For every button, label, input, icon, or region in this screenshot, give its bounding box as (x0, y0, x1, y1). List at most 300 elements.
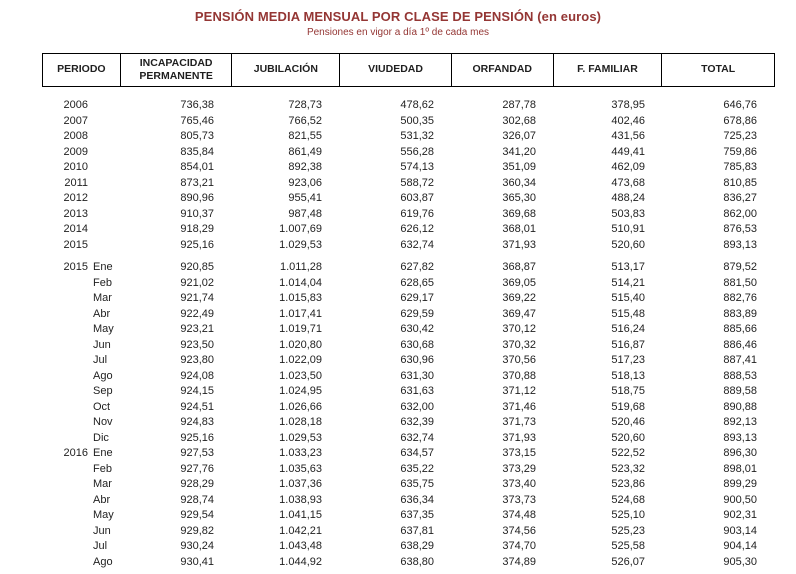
value-cell: 365,30 (502, 192, 536, 204)
value-cell: 900,50 (723, 493, 757, 506)
value-cell: 370,56 (502, 354, 536, 366)
table-row (42, 415, 775, 431)
value-cell: 373,29 (502, 462, 536, 475)
period-month: Ene (93, 261, 113, 273)
value-cell: 503,83 (611, 207, 645, 220)
period-year: 2012 (63, 192, 88, 204)
value-cell: 888,53 (723, 369, 757, 382)
value-cell: 835,84 (180, 145, 214, 158)
value-cell: 638,80 (400, 555, 434, 568)
period-cell (42, 431, 120, 447)
period-year (42, 369, 88, 385)
period-cell (42, 191, 120, 207)
period-cell (42, 415, 120, 431)
value-cell: 488,24 (611, 192, 645, 204)
table-row (42, 524, 775, 540)
value-cell: 517,23 (611, 354, 645, 366)
value-cell: 879,52 (723, 261, 757, 273)
value-cell: 883,89 (723, 307, 757, 320)
period-cell (42, 176, 120, 192)
table-row (42, 322, 775, 338)
value-cell: 619,76 (400, 207, 434, 220)
value-cell: 862,00 (723, 207, 757, 220)
table-row (42, 145, 775, 161)
value-cell: 873,21 (180, 176, 214, 189)
period-year (42, 400, 88, 416)
table-row (42, 508, 775, 524)
period-cell (42, 276, 120, 292)
value-cell: 925,16 (180, 238, 214, 251)
value-cell: 903,14 (723, 524, 757, 537)
period-cell (42, 260, 120, 276)
value-cell: 520,60 (611, 431, 645, 444)
value-cell: 930,24 (180, 540, 214, 552)
value-cell: 603,87 (400, 192, 434, 204)
value-cell: 515,48 (611, 307, 645, 320)
value-cell: 574,13 (400, 161, 434, 173)
value-cell: 805,73 (180, 130, 214, 142)
value-cell: 630,42 (400, 323, 434, 335)
value-cell: 370,12 (502, 323, 536, 335)
value-cell: 987,48 (288, 207, 322, 220)
period-cell (42, 160, 120, 176)
value-cell: 374,48 (502, 509, 536, 521)
value-cell: 930,41 (180, 555, 214, 568)
period-month: Abr (93, 307, 111, 320)
value-cell: 370,32 (502, 338, 536, 351)
value-cell: 955,41 (288, 192, 322, 204)
value-cell: 369,68 (502, 207, 536, 220)
period-year (42, 539, 88, 555)
value-cell: 302,68 (502, 114, 536, 127)
value-cell: 1.035,63 (279, 462, 322, 475)
value-cell: 921,74 (180, 292, 214, 304)
value-cell: 371,12 (502, 385, 536, 397)
period-year (42, 338, 88, 354)
column-header-viudedad: VIUDEDAD (340, 54, 452, 86)
value-cell: 1.033,23 (279, 447, 322, 459)
period-year (42, 353, 88, 369)
period-year: 2008 (63, 130, 88, 142)
value-cell: 531,32 (400, 130, 434, 142)
table-row (42, 477, 775, 493)
value-cell: 1.041,15 (279, 509, 322, 521)
page-subtitle: Pensiones en vigor a día 1º de cada mes (306, 27, 490, 38)
period-cell (42, 493, 120, 509)
value-cell: 373,40 (502, 478, 536, 490)
value-cell: 523,32 (611, 462, 645, 475)
value-cell: 927,76 (180, 462, 214, 475)
period-cell (42, 129, 120, 145)
value-cell: 368,87 (502, 261, 536, 273)
value-cell: 634,57 (400, 447, 434, 459)
value-cell: 402,46 (611, 114, 645, 127)
value-cell: 923,50 (180, 338, 214, 351)
value-cell: 462,09 (611, 161, 645, 173)
value-cell: 892,13 (723, 416, 757, 428)
table-row (42, 431, 775, 447)
period-month: Abr (93, 493, 111, 506)
table-row (42, 114, 775, 130)
value-cell: 1.038,93 (279, 493, 322, 506)
table-body (42, 98, 775, 570)
value-cell: 326,07 (502, 130, 536, 142)
value-cell: 1.026,66 (279, 400, 322, 413)
table-row (42, 446, 775, 462)
period-cell (42, 446, 120, 462)
period-cell (42, 238, 120, 254)
value-cell: 637,35 (400, 509, 434, 521)
value-cell: 1.029,53 (279, 238, 322, 251)
period-year: 2016 (63, 447, 88, 459)
value-cell: 890,96 (180, 192, 214, 204)
value-cell: 371,93 (502, 238, 536, 251)
value-cell: 1.014,04 (279, 276, 322, 289)
value-cell: 1.019,71 (279, 323, 322, 335)
period-cell (42, 222, 120, 238)
value-cell: 526,07 (611, 555, 645, 568)
period-cell (42, 477, 120, 493)
period-month: Oct (93, 400, 111, 413)
value-cell: 373,73 (502, 493, 536, 506)
column-header-orfandad: ORFANDAD (452, 54, 554, 86)
value-cell: 500,35 (400, 114, 434, 127)
period-year: 2011 (64, 176, 88, 189)
value-cell: 525,58 (611, 540, 645, 552)
value-cell: 637,81 (400, 524, 434, 537)
table-row (42, 207, 775, 223)
value-cell: 725,23 (723, 130, 757, 142)
period-cell (42, 400, 120, 416)
value-cell: 898,01 (723, 462, 757, 475)
value-cell: 922,49 (180, 307, 214, 320)
value-cell: 910,37 (180, 207, 214, 220)
value-cell: 632,74 (400, 238, 434, 251)
period-year (42, 291, 88, 307)
value-cell: 431,56 (611, 130, 645, 142)
column-header-jubilacion: JUBILACIÓN (232, 54, 340, 86)
value-cell: 924,15 (180, 385, 214, 397)
value-cell: 369,22 (502, 292, 536, 304)
value-cell: 759,86 (723, 145, 757, 158)
value-cell: 525,10 (611, 509, 645, 521)
value-cell: 638,29 (400, 540, 434, 552)
period-cell (42, 98, 120, 114)
value-cell: 473,68 (611, 176, 645, 189)
table-row (42, 160, 775, 176)
period-year (42, 524, 88, 540)
table-row (42, 291, 775, 307)
value-cell: 632,74 (400, 431, 434, 444)
value-cell: 885,66 (723, 323, 757, 335)
period-year (42, 276, 88, 292)
value-cell: 627,82 (400, 261, 434, 273)
table-row (42, 539, 775, 555)
value-cell: 630,68 (400, 338, 434, 351)
value-cell: 360,34 (502, 176, 536, 189)
value-cell: 630,96 (400, 354, 434, 366)
period-year (42, 384, 88, 400)
period-month: Jun (93, 338, 111, 351)
value-cell: 890,88 (723, 400, 757, 413)
value-cell: 629,59 (400, 307, 434, 320)
column-header-periodo: PERIODO (43, 54, 121, 86)
period-month: Mar (93, 292, 112, 304)
table-row (42, 176, 775, 192)
value-cell: 886,46 (723, 338, 757, 351)
table-row (42, 353, 775, 369)
period-month: Feb (93, 462, 112, 475)
value-cell: 520,60 (611, 238, 645, 251)
value-cell: 635,22 (400, 462, 434, 475)
value-cell: 1.022,09 (279, 354, 322, 366)
value-cell: 1.020,80 (279, 338, 322, 351)
table-row (42, 129, 775, 145)
value-cell: 369,47 (502, 307, 536, 320)
period-year (42, 477, 88, 493)
value-cell: 523,86 (611, 478, 645, 490)
value-cell: 887,41 (723, 354, 757, 366)
value-cell: 514,21 (611, 276, 645, 289)
value-cell: 374,56 (502, 524, 536, 537)
value-cell: 478,62 (400, 99, 434, 111)
value-cell: 1.028,18 (279, 416, 322, 428)
value-cell: 861,49 (288, 145, 322, 158)
value-cell: 736,38 (180, 99, 214, 111)
table-section-mensual (42, 260, 775, 570)
period-year: 2013 (63, 207, 88, 220)
value-cell: 766,52 (288, 114, 322, 127)
column-header-incapacidad-permanente: INCAPACIDAD PERMANENTE (121, 54, 233, 86)
column-header-total: TOTAL (701, 63, 736, 76)
value-cell: 524,68 (611, 493, 645, 506)
table-row (42, 338, 775, 354)
table-section-anual (42, 98, 775, 253)
value-cell: 588,72 (400, 176, 434, 189)
value-cell: 928,29 (180, 478, 214, 490)
period-year (42, 555, 88, 571)
value-cell: 896,30 (723, 447, 757, 459)
period-cell (42, 322, 120, 338)
value-cell: 374,70 (502, 540, 536, 552)
value-cell: 631,63 (400, 385, 434, 397)
period-cell (42, 369, 120, 385)
value-cell: 374,89 (502, 555, 536, 568)
value-cell: 369,05 (502, 276, 536, 289)
value-cell: 929,82 (180, 524, 214, 537)
period-month: Jul (93, 354, 108, 366)
value-cell: 635,75 (400, 478, 434, 490)
period-cell (42, 207, 120, 223)
period-cell (42, 508, 120, 524)
table-row (42, 98, 775, 114)
value-cell: 921,02 (180, 276, 214, 289)
value-cell: 728,73 (288, 99, 322, 111)
value-cell: 626,12 (400, 223, 434, 235)
period-cell (42, 291, 120, 307)
value-cell: 785,83 (723, 161, 757, 173)
period-year (42, 415, 88, 431)
page-title: PENSIÓN MEDIA MENSUAL POR CLASE DE PENSIÓN (en euros) (194, 9, 602, 24)
value-cell: 518,75 (611, 385, 645, 397)
value-cell: 925,16 (180, 431, 214, 444)
value-cell: 449,41 (611, 145, 645, 158)
value-cell: 513,17 (611, 261, 645, 273)
value-cell: 765,46 (180, 114, 214, 127)
value-cell: 889,58 (723, 385, 757, 397)
period-month: Sep (93, 385, 113, 397)
period-year: 2006 (63, 99, 88, 111)
value-cell: 893,13 (723, 238, 757, 251)
value-cell: 904,14 (723, 540, 757, 552)
value-cell: 515,40 (611, 292, 645, 304)
table-row (42, 222, 775, 238)
value-cell: 927,53 (180, 447, 214, 459)
value-cell: 899,29 (723, 478, 757, 490)
value-cell: 522,52 (611, 447, 645, 459)
value-cell: 636,34 (400, 493, 434, 506)
period-month: Dic (93, 431, 109, 444)
value-cell: 920,85 (180, 261, 214, 273)
value-cell: 341,20 (502, 145, 536, 158)
period-month: May (93, 323, 114, 335)
value-cell: 923,21 (180, 323, 214, 335)
table-row (42, 276, 775, 292)
period-year: 2010 (63, 161, 88, 173)
period-year: 2015 (63, 238, 88, 251)
value-cell: 882,76 (723, 292, 757, 304)
value-cell: 892,38 (288, 161, 322, 173)
period-month: May (93, 509, 114, 521)
table-row (42, 260, 775, 276)
value-cell: 629,17 (400, 292, 434, 304)
period-year (42, 508, 88, 524)
value-cell: 1.044,92 (279, 555, 322, 568)
value-cell: 1.023,50 (279, 369, 322, 382)
period-year: 2014 (63, 223, 88, 235)
period-year (42, 307, 88, 323)
period-month: Ago (93, 555, 113, 568)
value-cell: 370,88 (502, 369, 536, 382)
column-header-f-familiar: F. FAMILIAR (554, 54, 663, 86)
value-cell: 1.007,69 (279, 223, 322, 235)
table-header (42, 53, 775, 87)
value-cell: 373,15 (502, 447, 536, 459)
value-cell: 378,95 (611, 99, 645, 111)
period-month: Jun (93, 524, 111, 537)
table-row (42, 462, 775, 478)
value-cell: 854,01 (180, 161, 214, 173)
value-cell: 1.024,95 (279, 385, 322, 397)
pension-table (42, 53, 775, 570)
table-row (42, 384, 775, 400)
period-month: Nov (93, 416, 113, 428)
value-cell: 893,13 (723, 431, 757, 444)
table-row (42, 307, 775, 323)
value-cell: 520,46 (611, 416, 645, 428)
period-year: 2009 (63, 145, 88, 158)
period-cell (42, 555, 120, 571)
value-cell: 287,78 (502, 99, 536, 111)
period-cell (42, 307, 120, 323)
table-row (42, 369, 775, 385)
period-year (42, 462, 88, 478)
value-cell: 371,46 (502, 400, 536, 413)
value-cell: 1.043,48 (279, 540, 322, 552)
table-row (42, 191, 775, 207)
value-cell: 518,13 (611, 369, 645, 382)
period-year (42, 493, 88, 509)
value-cell: 371,73 (502, 416, 536, 428)
value-cell: 928,74 (180, 493, 214, 506)
value-cell: 836,27 (723, 192, 757, 204)
value-cell: 631,30 (400, 369, 434, 382)
period-year (42, 431, 88, 447)
value-cell: 678,86 (723, 114, 757, 127)
period-cell (42, 338, 120, 354)
value-cell: 632,00 (400, 400, 434, 413)
value-cell: 881,50 (723, 276, 757, 289)
period-month: Mar (93, 478, 112, 490)
period-month: Ago (93, 369, 113, 382)
value-cell: 905,30 (723, 555, 757, 568)
value-cell: 525,23 (611, 524, 645, 537)
value-cell: 1.042,21 (279, 524, 322, 537)
table-row (42, 238, 775, 254)
period-year (42, 322, 88, 338)
value-cell: 821,55 (288, 130, 322, 142)
period-month: Feb (93, 276, 112, 289)
value-cell: 1.029,53 (279, 431, 322, 444)
value-cell: 923,80 (180, 354, 214, 366)
period-month: Ene (93, 447, 113, 459)
value-cell: 516,24 (611, 323, 645, 335)
value-cell: 1.011,28 (279, 261, 322, 273)
value-cell: 628,65 (400, 276, 434, 289)
value-cell: 632,39 (400, 416, 434, 428)
period-cell (42, 145, 120, 161)
period-cell (42, 524, 120, 540)
table-row (42, 555, 775, 571)
period-cell (42, 384, 120, 400)
value-cell: 924,08 (180, 369, 214, 382)
period-year: 2015 (63, 261, 88, 273)
value-cell: 924,51 (180, 400, 214, 413)
value-cell: 918,29 (180, 223, 214, 235)
value-cell: 510,91 (611, 223, 645, 235)
value-cell: 556,28 (400, 145, 434, 158)
value-cell: 519,68 (611, 400, 645, 413)
value-cell: 876,53 (723, 223, 757, 235)
period-month: Jul (93, 540, 108, 552)
period-cell (42, 353, 120, 369)
value-cell: 924,83 (180, 416, 214, 428)
value-cell: 929,54 (180, 509, 214, 521)
value-cell: 646,76 (723, 99, 757, 111)
value-cell: 516,87 (611, 338, 645, 351)
period-cell (42, 462, 120, 478)
value-cell: 902,31 (723, 509, 757, 521)
value-cell: 1.015,83 (279, 292, 322, 304)
value-cell: 351,09 (502, 161, 536, 173)
table-row (42, 400, 775, 416)
value-cell: 1.017,41 (279, 307, 322, 320)
value-cell: 368,01 (502, 223, 536, 235)
period-cell (42, 539, 120, 555)
table-row (42, 493, 775, 509)
value-cell: 923,06 (288, 176, 322, 189)
value-cell: 810,85 (723, 176, 757, 189)
